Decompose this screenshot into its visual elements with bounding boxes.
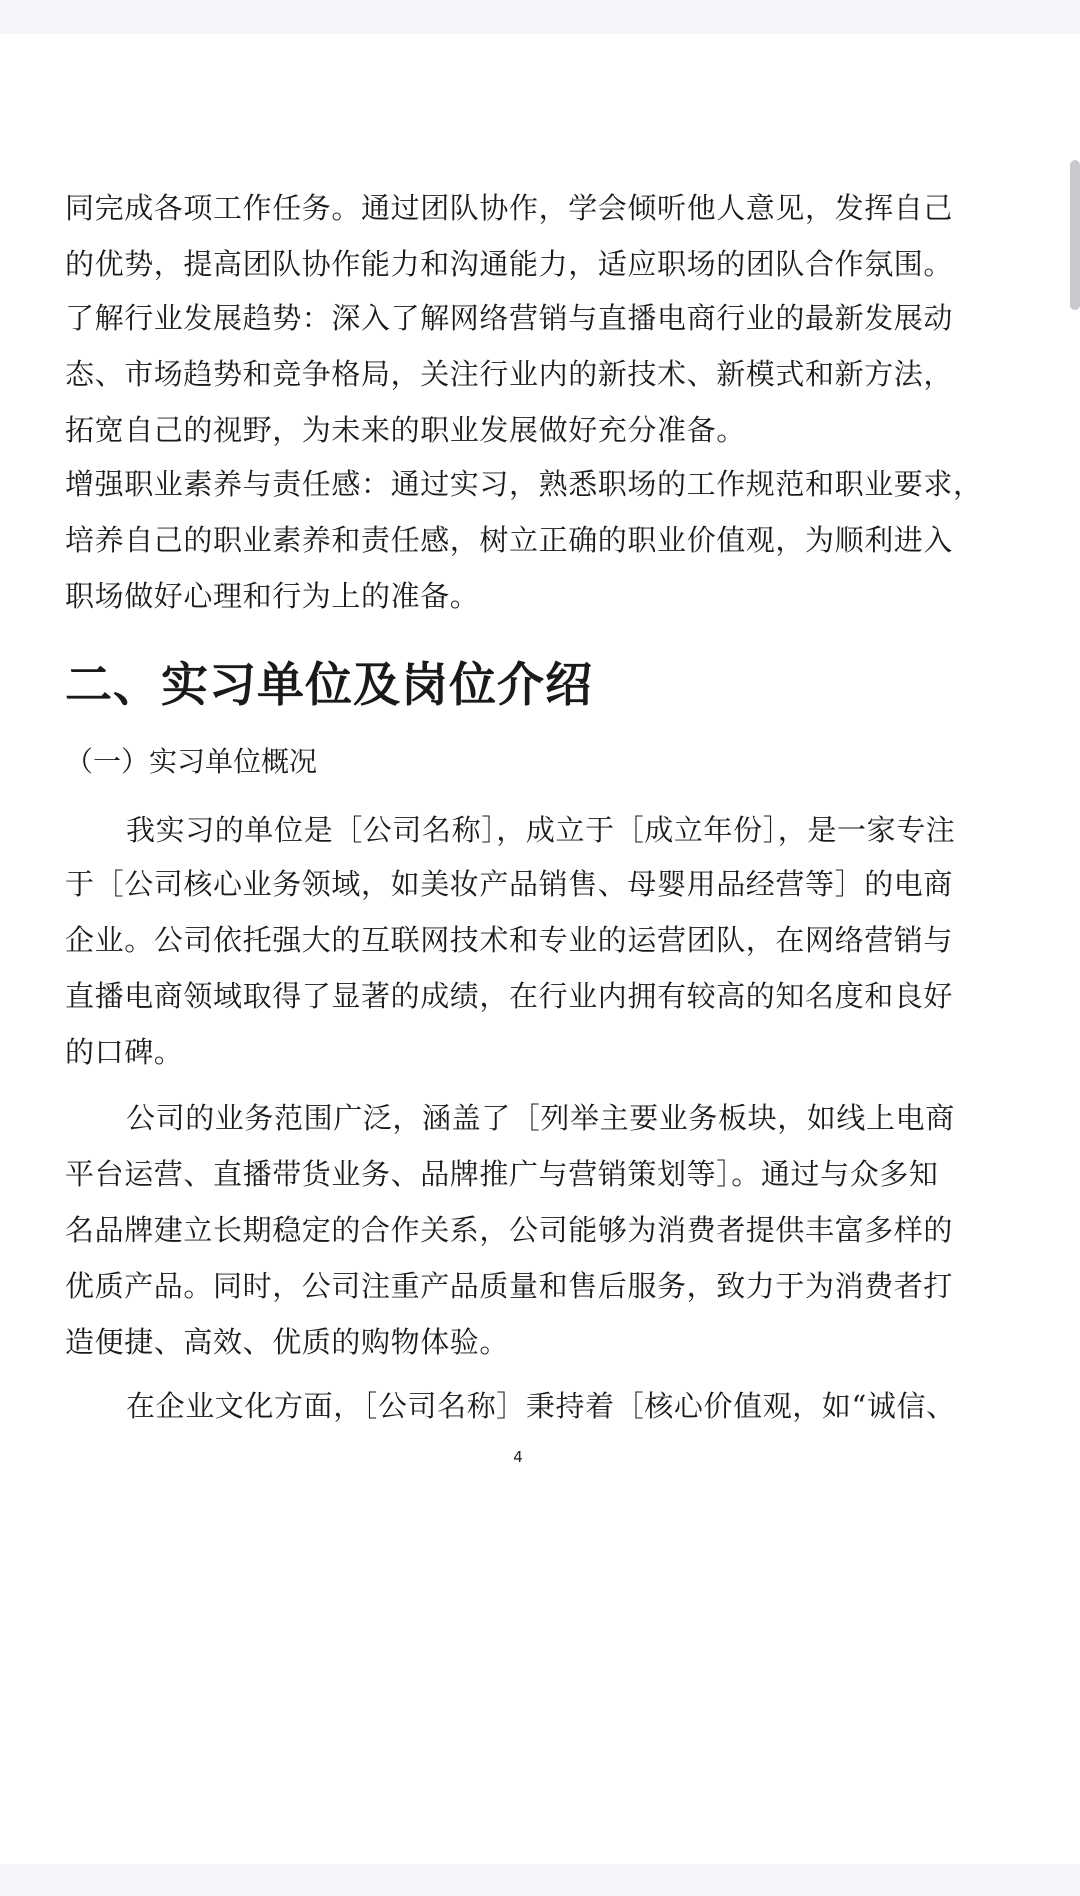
body-text-line: 同完成各项工作任务。通过团队协作，学会倾听他人意见，发挥自己 bbox=[65, 191, 954, 225]
body-text-line: 企业。公司依托强大的互联网技术和专业的运营团队，在网络营销与 bbox=[65, 923, 954, 957]
body-text-line: 的优势，提高团队协作能力和沟通能力，适应职场的团队合作氛围。 bbox=[65, 247, 954, 281]
body-text-line: 的口碑。 bbox=[65, 1035, 184, 1069]
body-text-line: 于［公司核心业务领域，如美妆产品销售、母婴用品经营等］的电商 bbox=[65, 867, 954, 901]
body-text-line: 优质产品。同时，公司注重产品质量和售后服务，致力于为消费者打 bbox=[65, 1269, 954, 1303]
body-text-line: 我实习的单位是［公司名称］，成立于［成立年份］，是一家专注 bbox=[126, 813, 956, 847]
viewer-top-strip bbox=[0, 0, 1080, 34]
scrollbar-thumb[interactable] bbox=[1070, 160, 1080, 310]
body-text-line: 直播电商领域取得了显著的成绩，在行业内拥有较高的知名度和良好 bbox=[65, 979, 954, 1013]
body-text-line: 态、市场趋势和竞争格局，关注行业内的新技术、新模式和新方法， bbox=[65, 357, 954, 391]
body-text-line: 培养自己的职业素养和责任感，树立正确的职业价值观，为顺利进入 bbox=[65, 523, 954, 557]
document-page bbox=[0, 34, 1080, 1864]
body-text-line: 职场做好心理和行为上的准备。 bbox=[65, 579, 480, 613]
body-text-line: 公司的业务范围广泛，涵盖了［列举主要业务板块，如线上电商 bbox=[126, 1101, 955, 1135]
body-text-line: 名品牌建立长期稳定的合作关系，公司能够为消费者提供丰富多样的 bbox=[65, 1213, 954, 1247]
subsection-heading: （一）实习单位概况 bbox=[65, 745, 318, 778]
page-number: 4 bbox=[513, 1448, 523, 1466]
body-text-line: 拓宽自己的视野，为未来的职业发展做好充分准备。 bbox=[65, 413, 746, 447]
body-text-line: 增强职业素养与责任感：通过实习，熟悉职场的工作规范和职业要求， bbox=[65, 467, 983, 501]
body-text-line: 造便捷、高效、优质的购物体验。 bbox=[65, 1325, 510, 1359]
body-text-line: 了解行业发展趋势：深入了解网络营销与直播电商行业的最新发展动 bbox=[65, 301, 954, 335]
section-heading: 二、实习单位及岗位介绍 bbox=[65, 658, 593, 713]
body-text-line: 在企业文化方面，［公司名称］秉持着［核心价值观，如“诚信、 bbox=[126, 1389, 956, 1423]
body-text-line: 平台运营、直播带货业务、品牌推广与营销策划等］。通过与众多知 bbox=[65, 1157, 939, 1191]
